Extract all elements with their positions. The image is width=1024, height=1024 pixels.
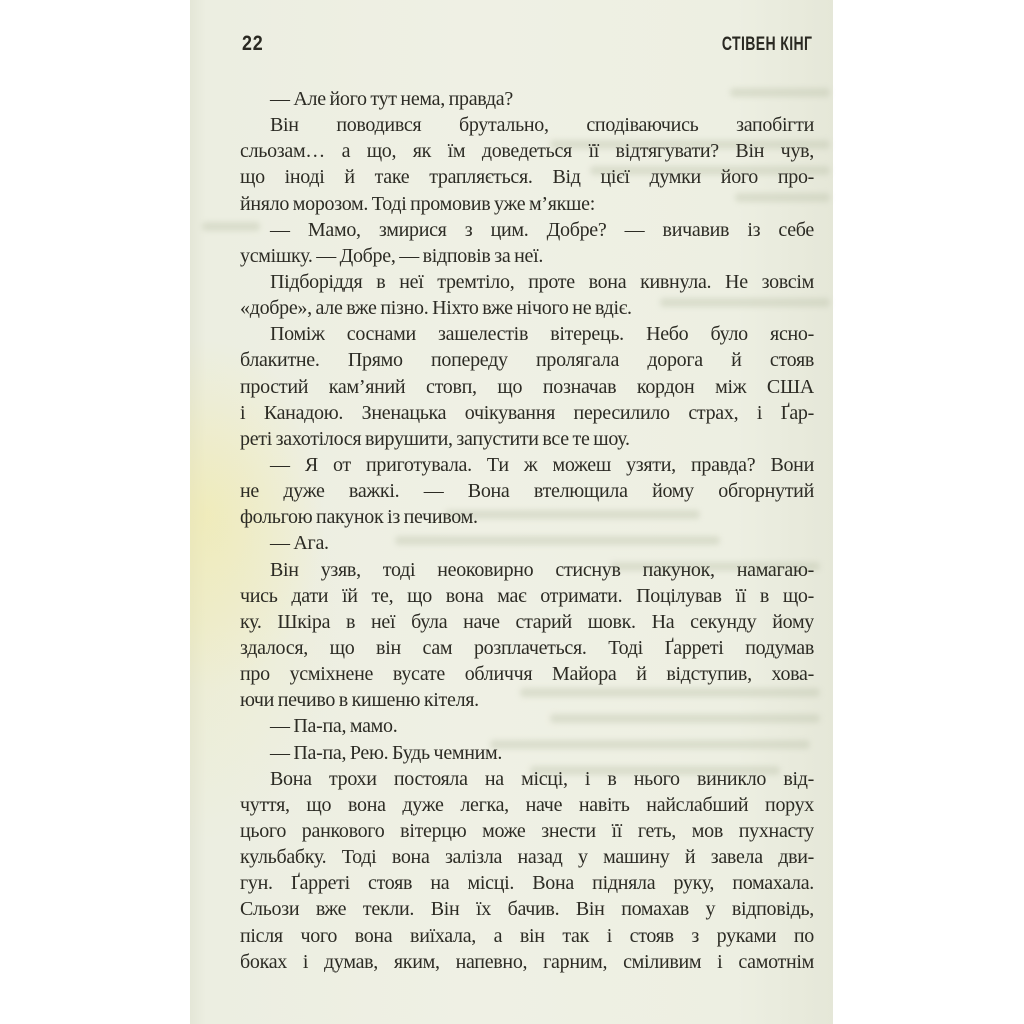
text-line: чись дати їй те, що вона має отримати. Поцілував її в що-: [240, 584, 814, 607]
text-line: «добре», але вже пізно. Ніхто вже нічого не вдіє.: [240, 297, 632, 320]
paragraph: [240, 452, 814, 530]
paragraph: [240, 269, 814, 321]
text-line: блакитне. Прямо попереду пролягала дорога й стояв: [240, 349, 814, 372]
paragraph: [240, 530, 814, 556]
text-line: і Канадою. Зненацька очікування пересилило страх, і Ґар-: [240, 401, 814, 424]
text-line: усмішку. — Добре, — відповів за неї.: [240, 244, 544, 267]
text-line: Поміж соснами зашелестів вітерець. Небо було ясно-: [270, 323, 814, 346]
text-line: не дуже важкі. — Вона втелющила йому обгорнутий: [240, 480, 814, 503]
paragraph: [240, 557, 814, 714]
text-line: — Мамо, змирися з цим. Добре? — вичавив із себе: [270, 218, 814, 241]
text-line: Він узяв, тоді неоковирно стиснув пакунок, намагаю-: [270, 558, 814, 581]
text-line: ку. Шкіра в неї була наче старий шовк. На секунду йому: [240, 610, 814, 633]
paragraph: [240, 112, 814, 217]
text-line: кульбабку. Тоді вона залізла назад у машину й завела дви-: [240, 846, 814, 869]
text-line: ючи печиво в кишеню кітеля.: [240, 689, 479, 712]
paragraph: [240, 740, 814, 766]
text-line: про усміхнене вусате обличчя Майора й відступив, хова-: [240, 663, 814, 686]
text-line: — Па-па, Рею. Будь чемним.: [270, 741, 503, 764]
text-line: — Але його тут нема, правда?: [270, 88, 513, 110]
text-line: сльозам… а що, як їм доведеться її відтягувати? Він чув,: [240, 140, 814, 163]
text-line: Він поводився брутально, сподіваючись запобігти: [270, 114, 814, 137]
text-line: після чого вона виїхала, а він так і стояв з руками по: [240, 924, 814, 947]
text-line: Підборіддя в неї тремтіло, проте вона кивнула. Не зовсім: [270, 270, 814, 293]
text-line: — Я от приготувала. Ти ж можеш узяти, правда? Вони: [270, 453, 814, 476]
paragraph: [240, 766, 814, 975]
book-page: [190, 0, 833, 1024]
text-line: Вона трохи постояла на місці, і в нього виникло від-: [270, 767, 814, 790]
text-line: йняло морозом. Тоді промовив уже м’якше:: [240, 192, 595, 215]
text-line: — Па-па, мамо.: [270, 715, 398, 738]
text-line: боках і думав, яким, напевно, гарним, сміливим і самотнім: [240, 950, 814, 973]
text-line: реті захотілося вирушити, запустити все те шоу.: [240, 427, 630, 450]
text-line: гун. Ґарреті стояв на місці. Вона підняла руку, помахала.: [240, 872, 814, 895]
paragraph: [240, 217, 814, 269]
text-line: здалося, що він сам розплачеться. Тоді Ґарреті подумав: [240, 636, 814, 659]
text-line: що іноді й таке трапляється. Від цієї думки його про-: [240, 166, 814, 189]
page-number: 22: [242, 32, 264, 55]
text-line: фольгою пакунок із печивом.: [240, 506, 478, 529]
text-line: чуття, що вона дуже легка, наче навіть найслабший порух: [240, 793, 814, 816]
text-line: Сльози вже текли. Він їх бачив. Він помахав у відповідь,: [240, 898, 814, 921]
paragraph: [240, 713, 814, 739]
paragraph: [240, 86, 814, 112]
text-line: — Ага.: [270, 532, 329, 555]
running-head-author: СТІВЕН КІНГ: [721, 34, 812, 55]
text-line: простий кам’яний стовп, що позначав кордон між США: [240, 375, 814, 398]
paragraph: [240, 321, 814, 452]
body-text: [240, 86, 814, 975]
text-line: цього ранкового вітерцю може знести її геть, мов пухнасту: [240, 819, 814, 842]
